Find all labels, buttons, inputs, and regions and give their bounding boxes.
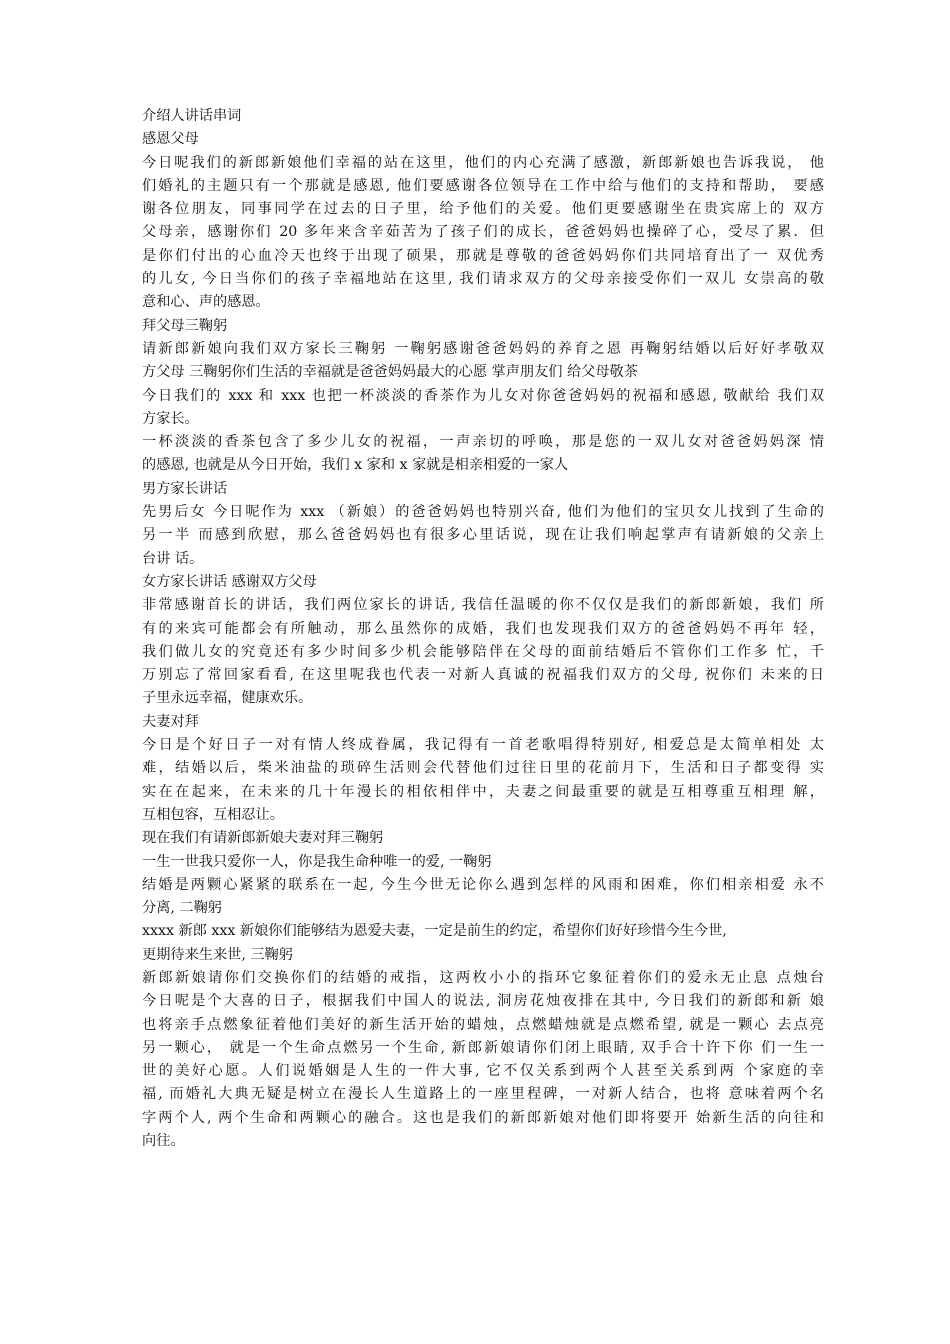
- text-line: 是你们付出的心血冷天也终于出现了硕果，那就是尊敬的爸爸妈妈你们共同培育出了一 双优秀: [142, 247, 824, 264]
- text-line: 非常感谢首长的讲话，我们两位家长的讲话, 我信任温暖的你不仅仅是我们的新郎新娘，我们 所: [142, 597, 824, 614]
- document-body: [142, 105, 824, 1153]
- section-heading-gratitude: 感恩父母: [142, 131, 199, 148]
- text-line: 一杯淡淡的香茶包含了多少儿女的祝福，一声亲切的呼唤，那是您的一双儿女对爸爸妈妈深 情: [142, 434, 824, 451]
- text-line: 结婚是两颗心紧紧的联系在一起, 今生今世无论你么遇到怎样的风雨和困难，你们相亲相爱 永不: [142, 876, 824, 893]
- text-line: 世的美好心愿。人们说婚姻是人生的一件大事, 它不仅关系到两个人甚至关系到两 个家庭的幸: [142, 1063, 824, 1080]
- text-line: 请新郎新娘向我们双方家长三鞠躬 一鞠躬感谢爸爸妈妈的养育之恩 再鞠躬结婚以后好好孝敬双: [142, 340, 824, 357]
- text-line: 方父母 三鞠躬你们生活的幸福就是爸爸妈妈最大的心愿 掌声朋友们 给父母敬茶: [142, 364, 638, 381]
- text-line: xxxx 新郎 xxx 新娘你们能够结为恩爱夫妻，一定是前生的约定，希望你们好好珍惜今生今世,: [142, 923, 727, 940]
- text-line: 也将亲手点燃象征着他们美好的新生活开始的蜡烛，点燃蜡烛就是点燃希望, 就是一颗心 去点亮: [142, 1016, 824, 1033]
- text-line: 们婚礼的主题只有一个那就是感恩, 他们要感谢各位领导在工作中给与他们的支持和帮助， 要感: [142, 177, 824, 194]
- text-line: 更期待来生来世, 三鞠躬: [142, 946, 293, 963]
- text-line: 万别忘了常回家看看, 在这里呢我也代表一对新人真诚的祝福我们双方的父母, 祝你们 未来的日: [142, 667, 824, 684]
- text-line: 新郎新娘请你们交换你们的结婚的戒指，这两枚小小的指环它象征着你们的爱永无止息 点烛台: [142, 969, 824, 986]
- text-line: 分离, 二鞠躬: [142, 900, 222, 917]
- text-line: 父母亲，感谢你们 20 多年来含辛茹苦为了孩子们的成长，爸爸妈妈也操碎了心，受尽了累．但: [142, 224, 824, 241]
- text-line: 台讲 话。: [142, 550, 204, 567]
- section-heading-couple-bow: 夫妻对拜: [142, 713, 199, 730]
- text-line: 福, 而婚礼大典无疑是树立在漫长人生道路上的一座里程碑，一对新人结合，也将 意味着两个名: [142, 1086, 824, 1103]
- text-line: 今日我们的 xxx 和 xxx 也把一杯淡淡的香茶作为儿女对你爸爸妈妈的祝福和感恩, 敬献给 我们双: [142, 387, 824, 404]
- text-line: 字两个人, 两个生命和两颗心的融合。这也是我们的新郎新娘对他们即将要开 始新生活的向往和: [142, 1109, 824, 1126]
- text-line: 有的来宾可能都会有所触动，那么虽然你的成婚，我们也发现我们双方的爸爸妈妈不再年 轻，: [142, 620, 824, 637]
- text-line: 意和心、声的感恩。: [142, 294, 270, 311]
- section-heading-bride-parent-speech: 女方家长讲话 感谢双方父母: [142, 573, 317, 590]
- text-line: 另一半 而感到欣慰，那么爸爸妈妈也有很多心里话说，现在让我们响起掌声有请新娘的父亲上: [142, 527, 824, 544]
- text-line: 今日是个好日子一对有情人终成眷属，我记得有一首老歌唱得特别好, 相爱总是太简单相处 太: [142, 737, 824, 754]
- text-line: 谢各位朋友，同事同学在过去的日子里，给予他们的关爱。他们更要感谢坐在贵宾席上的 双方: [142, 201, 824, 218]
- text-line: 的儿女, 今日当你们的孩子幸福地站在这里, 我们请求双方的父母亲接受你们一双儿 女崇高的敬: [142, 271, 824, 288]
- text-line: 另一颗心， 就是一个生命点燃另一个生命, 新郎新娘请你们闭上眼睛, 双手合十许下你 们一生一: [142, 1039, 824, 1056]
- text-line: 现在我们有请新郎新娘夫妻对拜三鞠躬: [142, 830, 384, 847]
- section-heading-bow-parents: 拜父母三鞠躬: [142, 317, 228, 334]
- text-line: 先男后女 今日呢作为 xxx （新娘）的爸爸妈妈也特别兴奋, 他们为他们的宝贝女儿找到了生命的: [142, 504, 824, 521]
- text-line: 今日呢我们的新郎新娘他们幸福的站在这里，他们的内心充满了感激，新郎新娘也告诉我说， 他: [142, 154, 824, 171]
- text-line: 子里永远幸福，健康欢乐。: [142, 690, 313, 707]
- text-line: 方家长。: [142, 410, 199, 427]
- text-line: 我们做儿女的究竟还有多少时间多少机会能够陪伴在父母的面前结婚后不管你们工作多 忙，千: [142, 643, 824, 660]
- text-line: 难，结婚以后，柴米油盐的琐碎生活则会代替他们过往日里的花前月下，生活和日子都变得 实: [142, 760, 824, 777]
- text-line: 今日呢是个大喜的日子，根据我们中国人的说法, 洞房花烛夜排在其中, 今日我们的新郎和新 娘: [142, 993, 824, 1010]
- text-line: 实在在起来，在未来的几十年漫长的相依相伴中，夫妻之间最重要的就是互相尊重互相理 解，: [142, 783, 824, 800]
- document-title: 介绍人讲话串词: [142, 108, 242, 124]
- text-line: 的感恩, 也就是从今日开始，我们 x 家和 x 家就是相亲相爱的一家人: [142, 457, 569, 474]
- text-line: 一生一世我只爱你一人，你是我生命种唯一的爱, 一鞠躬: [142, 853, 492, 870]
- text-line: 互相包容，互相忍让。: [142, 806, 284, 823]
- text-line: 向往。: [142, 1133, 185, 1150]
- section-heading-groom-parent-speech: 男方家长讲话: [142, 480, 228, 497]
